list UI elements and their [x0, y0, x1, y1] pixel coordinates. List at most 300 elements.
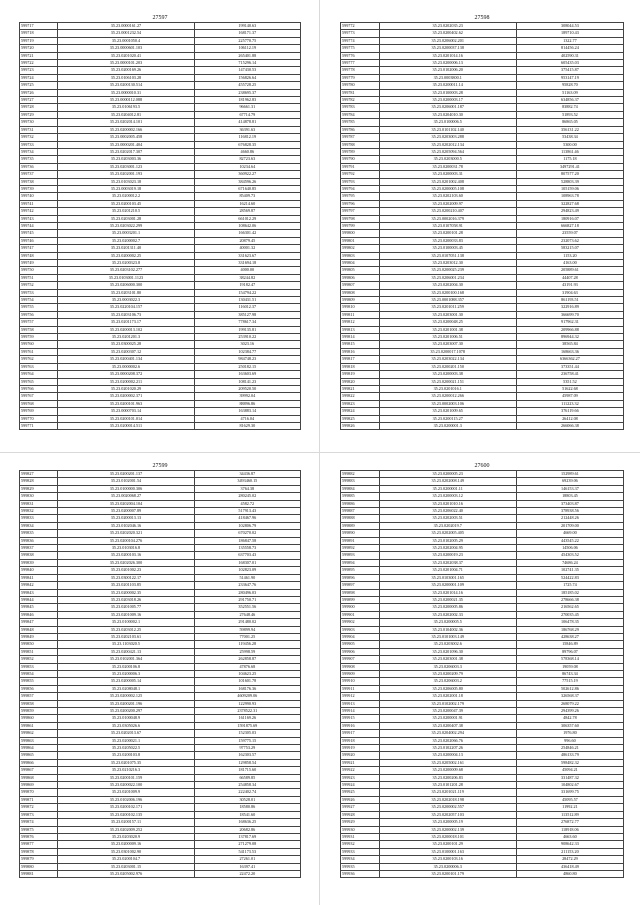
- row-number-cell: 599749: [20, 260, 58, 267]
- table-row: [20, 715, 301, 722]
- table-row: [341, 633, 624, 640]
- table-row: [20, 767, 301, 774]
- table-row: [20, 804, 301, 811]
- table-row: [20, 111, 301, 118]
- amount-cell: 59899.94: [194, 626, 300, 633]
- table-row: [20, 67, 301, 74]
- table-row: [20, 759, 301, 766]
- account-code-cell: 35.23.0201016.1: [379, 385, 516, 392]
- row-number-cell: 599785: [341, 119, 380, 126]
- account-code-cell: 35.23.0101003.149: [379, 633, 516, 640]
- table-row: [341, 856, 624, 863]
- row-number-cell: 599916: [341, 722, 380, 729]
- amount-cell: 39992.04: [194, 393, 300, 400]
- amount-cell: 276872.77: [516, 819, 623, 826]
- row-number-cell: 599826: [341, 422, 380, 429]
- account-code-cell: 35.23.0200323.8: [58, 260, 194, 267]
- table-row: [341, 789, 624, 796]
- row-number-cell: 599717: [20, 23, 58, 30]
- account-code-cell: 35.23.0203001.38: [379, 656, 516, 663]
- account-code-cell: 35.23.0200005.23: [379, 471, 516, 478]
- row-number-cell: 599841: [20, 574, 58, 581]
- amount-cell: 356131.22: [516, 126, 623, 133]
- row-number-cell: 599773: [341, 30, 380, 37]
- account-code-cell: 35.23.0202020.321: [58, 530, 194, 537]
- table-row: [20, 663, 301, 670]
- row-number-cell: 599884: [341, 485, 380, 492]
- row-number-cell: 599768: [20, 400, 58, 407]
- account-code-cell: 35.23.0201001.38: [379, 326, 516, 333]
- row-number-cell: 599879: [20, 856, 58, 863]
- account-code-cell: 35.23.0202035.23: [379, 23, 516, 30]
- row-number-cell: 599926: [341, 796, 380, 803]
- row-number-cell: 599922: [341, 767, 380, 774]
- row-number-cell: 599726: [20, 89, 58, 96]
- table-row: [20, 178, 301, 185]
- table-row: [341, 737, 624, 744]
- row-number-cell: 599755: [20, 304, 58, 311]
- row-number-cell: 599888: [341, 515, 380, 522]
- account-code-cell: 35.23.0201011.259: [379, 304, 516, 311]
- account-code-cell: 35.23.0203022.299: [58, 222, 194, 229]
- amount-cell: 5300.00: [516, 141, 623, 148]
- amount-cell: 528803.39: [516, 178, 623, 185]
- table-row: [20, 252, 301, 259]
- table-row: [341, 693, 624, 700]
- account-code-cell: 35.23.0000101.203: [58, 60, 194, 67]
- amount-cell: 163603.69: [194, 371, 300, 378]
- table-row: [341, 471, 624, 478]
- table-row: [341, 230, 624, 237]
- account-code-cell: 35.23.0203022.134: [379, 356, 516, 363]
- amount-cell: 51893.52: [516, 111, 623, 118]
- account-code-cell: 35.23.0301002.90: [58, 848, 194, 855]
- table-row: [20, 304, 301, 311]
- table-row: [341, 811, 624, 818]
- account-code-cell: 35.23.0202003.51: [379, 515, 516, 522]
- account-code-cell: 35.23.0200101.29: [379, 841, 516, 848]
- account-code-cell: 35.23.0200104.276: [58, 537, 194, 544]
- amount-cell: 896944.32: [516, 334, 623, 341]
- row-number-cell: 599843: [20, 589, 58, 596]
- table-row: [341, 215, 624, 222]
- amount-cell: 322827.68: [516, 200, 623, 207]
- account-code-cell: 35.23.0204012.81: [58, 111, 194, 118]
- account-code-cell: 35.23.0200307.12: [58, 348, 194, 355]
- table-row: [20, 319, 301, 326]
- row-number-cell: 599863: [20, 737, 58, 744]
- amount-cell: 212448.26: [516, 515, 623, 522]
- amount-cell: 22472.20: [194, 870, 300, 877]
- row-number-cell: 599840: [20, 567, 58, 574]
- amount-cell: 984748.23: [194, 356, 300, 363]
- amount-cell: 671640.85: [194, 185, 300, 192]
- amount-cell: 111223.32: [516, 400, 623, 407]
- row-number-cell: 599839: [20, 559, 58, 566]
- row-number-cell: 599736: [20, 163, 58, 170]
- account-code-cell: 35.23.0200022.100: [58, 782, 194, 789]
- row-number-cell: 599911: [341, 685, 380, 692]
- table-row: [341, 752, 624, 759]
- amount-cell: 106478.35: [516, 619, 623, 626]
- table-row: [341, 745, 624, 752]
- amount-cell: 1153.20: [516, 252, 623, 259]
- row-number-cell: 599871: [20, 796, 58, 803]
- account-code-cell: 35.23.0200002.139: [379, 826, 516, 833]
- table-row: [341, 385, 624, 392]
- account-code-cell: 35.23.0100000.306: [58, 485, 194, 492]
- amount-cell: 250182.15: [194, 363, 300, 370]
- account-code-cell: 35.23.0000601.103: [58, 45, 194, 52]
- amount-cell: 185185.02: [516, 589, 623, 596]
- table-row: [20, 260, 301, 267]
- amount-cell: 236758.41: [516, 371, 623, 378]
- table-row: [20, 856, 301, 863]
- row-number-cell: 599859: [20, 708, 58, 715]
- row-number-cell: 599921: [341, 759, 380, 766]
- row-number-cell: 599932: [341, 841, 380, 848]
- row-number-cell: 599800: [341, 230, 380, 237]
- table-row: [341, 60, 624, 67]
- amount-cell: 186768.29: [516, 626, 623, 633]
- row-number-cell: 599905: [341, 641, 380, 648]
- row-number-cell: 599846: [20, 611, 58, 618]
- row-number-cell: 599860: [20, 715, 58, 722]
- page-title: 27598: [474, 15, 490, 21]
- account-code-cell: 35.23.0100003.28: [379, 89, 516, 96]
- amount-cell: 238695.37: [194, 89, 300, 96]
- row-number-cell: 599817: [341, 356, 380, 363]
- table-row: [341, 52, 624, 59]
- amount-cell: 168307.01: [194, 559, 300, 566]
- table-row: [341, 74, 624, 81]
- row-number-cell: 599741: [20, 200, 58, 207]
- row-number-cell: 599900: [341, 604, 380, 611]
- table-row: [20, 415, 301, 422]
- amount-cell: 97753.29: [194, 745, 300, 752]
- account-code-cell: 35.23.0002003.106: [379, 400, 516, 407]
- row-number-cell: 599748: [20, 252, 58, 259]
- amount-cell: 96661.31: [194, 104, 300, 111]
- row-number-cell: 599920: [341, 752, 380, 759]
- row-number-cell: 599882: [341, 471, 380, 478]
- amount-cell: 598482.32: [516, 759, 623, 766]
- table-row: [20, 200, 301, 207]
- row-number-cell: 599740: [20, 193, 58, 200]
- account-code-cell: 35.23.0000002.6: [58, 363, 194, 370]
- row-number-cell: 599876: [20, 833, 58, 840]
- row-number-cell: 599810: [341, 304, 380, 311]
- table-row: [20, 841, 301, 848]
- account-code-cell: 35.23.0200005.108: [379, 185, 516, 192]
- table-row: [20, 289, 301, 296]
- table-row: [341, 863, 624, 870]
- account-code-cell: 35.23.0203106.73: [58, 311, 194, 318]
- ledger-page-27600: [340, 462, 624, 878]
- row-number-cell: 599753: [20, 289, 58, 296]
- amount-cell: 634856.37: [516, 97, 623, 104]
- page-title: 27600: [474, 463, 490, 469]
- table-row: [341, 289, 624, 296]
- account-code-cell: 35.23.0205022.5: [58, 745, 194, 752]
- table-row: [20, 515, 301, 522]
- row-number-cell: 599894: [341, 559, 380, 566]
- row-number-cell: 599754: [20, 297, 58, 304]
- row-number-cell: 599763: [20, 363, 58, 370]
- amount-cell: 265401.88: [194, 52, 300, 59]
- amount-cell: 418467.96: [194, 515, 300, 522]
- row-number-cell: 599825: [341, 415, 380, 422]
- amount-cell: 3497291.41: [516, 163, 623, 170]
- row-number-cell: 599870: [20, 789, 58, 796]
- table-row: [20, 567, 301, 574]
- table-row: [341, 97, 624, 104]
- row-number-cell: 599803: [341, 252, 380, 259]
- account-code-cell: 35.23.0200013.102: [58, 326, 194, 333]
- amount-cell: 95828.70: [516, 82, 623, 89]
- account-code-cell: 35.23.0102005.29: [379, 537, 516, 544]
- row-number-cell: 599907: [341, 656, 380, 663]
- table-row: [20, 574, 301, 581]
- account-code-cell: 35.23.0200009.16: [58, 841, 194, 848]
- row-number-cell: 599892: [341, 545, 380, 552]
- account-code-cell: 35.23.0104002.36: [379, 626, 516, 633]
- row-number-cell: 599720: [20, 45, 58, 52]
- account-code-cell: 35.23.0200210.407: [379, 208, 516, 215]
- amount-cell: 294823.49: [516, 208, 623, 215]
- account-code-cell: 35.23.0201201.3: [58, 334, 194, 341]
- amount-cell: 308044.53: [516, 23, 623, 30]
- row-number-cell: 599849: [20, 633, 58, 640]
- ledger-table: [19, 470, 301, 878]
- table-row: [341, 819, 624, 826]
- table-row: [20, 74, 301, 81]
- row-number-cell: 599842: [20, 582, 58, 589]
- row-number-cell: 599793: [341, 178, 380, 185]
- amount-cell: 366699.70: [516, 311, 623, 318]
- amount-cell: 51163.09: [516, 89, 623, 96]
- row-number-cell: 599756: [20, 311, 58, 318]
- account-code-cell: 35.23.0202009.97: [379, 200, 516, 207]
- amount-cell: 19182.47: [194, 282, 300, 289]
- amount-cell: 454303.52: [516, 552, 623, 559]
- table-row: [341, 23, 624, 30]
- account-code-cell: 35.23.0200021.1: [58, 737, 194, 744]
- table-row: [20, 752, 301, 759]
- table-row: [20, 163, 301, 170]
- row-number-cell: 599725: [20, 82, 58, 89]
- row-number-cell: 599721: [20, 52, 58, 59]
- table-row: [20, 604, 301, 611]
- amount-cell: 254858.34: [194, 782, 300, 789]
- amount-cell: 4163.00: [516, 260, 623, 267]
- account-code-cell: 35.23.0201173.17: [58, 319, 194, 326]
- table-row: [341, 596, 624, 603]
- table-row: [341, 67, 624, 74]
- account-code-cell: 35.23.0200001.109: [379, 582, 516, 589]
- row-number-cell: 599808: [341, 289, 380, 296]
- table-row: [341, 163, 624, 170]
- account-code-cell: 35.23.0200206.83: [379, 774, 516, 781]
- account-code-cell: 35.23.0305026.6: [58, 722, 194, 729]
- table-row: [341, 171, 624, 178]
- amount-cell: 28472.29: [516, 856, 623, 863]
- amount-cell: 14506.06: [516, 545, 623, 552]
- table-row: [341, 252, 624, 259]
- account-code-cell: 35.23.0200025.239: [379, 267, 516, 274]
- table-row: [341, 422, 624, 429]
- account-code-cell: 35.23.0101201.28: [379, 782, 516, 789]
- row-number-cell: 599919: [341, 745, 380, 752]
- account-code-cell: 35.23.0200101.963: [58, 400, 194, 407]
- account-code-cell: 35.23.0204010.30: [379, 111, 516, 118]
- account-code-cell: 35.23.0206000.300: [58, 282, 194, 289]
- table-row: [341, 670, 624, 677]
- amount-cell: 814456.24: [516, 45, 623, 52]
- table-row: [20, 371, 301, 378]
- table-row: [20, 693, 301, 700]
- row-number-cell: 599827: [20, 471, 58, 478]
- amount-cell: 53438.34: [516, 134, 623, 141]
- table-row: [341, 82, 624, 89]
- table-row: [20, 348, 301, 355]
- account-code-cell: 35.23.0201009.65: [379, 408, 516, 415]
- row-number-cell: 599730: [20, 119, 58, 126]
- row-number-cell: 599909: [341, 670, 380, 677]
- table-row: [20, 230, 301, 237]
- account-code-cell: 35.23.0201021.119: [379, 789, 516, 796]
- table-row: [20, 37, 301, 44]
- account-code-cell: 35.23.0201006.51: [379, 334, 516, 341]
- account-code-cell: 35.23.0203012.25: [58, 626, 194, 633]
- amount-cell: 113512.89: [516, 811, 623, 818]
- account-code-cell: 35.23.0204002.294: [379, 730, 516, 737]
- account-code-cell: 35.23.0202057.103: [379, 811, 516, 818]
- table-row: [20, 60, 301, 67]
- amount-cell: 360922.27: [194, 171, 300, 178]
- row-number-cell: 599759: [20, 334, 58, 341]
- table-row: [341, 567, 624, 574]
- amount-cell: 428638.27: [516, 633, 623, 640]
- row-number-cell: 599731: [20, 126, 58, 133]
- amount-cell: 88896.86: [194, 400, 300, 407]
- amount-cell: 266066.38: [516, 422, 623, 429]
- row-number-cell: 599887: [341, 508, 380, 515]
- row-number-cell: 599845: [20, 604, 58, 611]
- table-row: [20, 633, 301, 640]
- account-code-cell: 35.23.0200007.89: [58, 508, 194, 515]
- table-row: [20, 596, 301, 603]
- account-code-cell: 35.23.0201004.71: [379, 567, 516, 574]
- table-row: [20, 530, 301, 537]
- row-number-cell: 599729: [20, 111, 58, 118]
- account-code-cell: 35.23.0200104.7: [58, 856, 194, 863]
- table-row: [20, 23, 301, 30]
- table-row: [20, 471, 301, 478]
- row-number-cell: 599835: [20, 530, 58, 537]
- row-number-cell: 599873: [20, 811, 58, 818]
- amount-cell: 1591875.69: [194, 722, 300, 729]
- amount-cell: 83882.74: [516, 104, 623, 111]
- account-code-cell: 35.23.0200157.11: [58, 819, 194, 826]
- row-number-cell: 599739: [20, 185, 58, 192]
- row-number-cell: 599796: [341, 200, 380, 207]
- account-code-cell: 35.23.0202004.95: [379, 545, 516, 552]
- amount-cell: 77515.19: [516, 678, 623, 685]
- row-number-cell: 599899: [341, 596, 380, 603]
- account-code-cell: 35.23.0202009.252: [58, 826, 194, 833]
- account-code-cell: 35.23.0100048.9: [58, 715, 194, 722]
- amount-cell: 40001.32: [194, 245, 300, 252]
- row-number-cell: 599751: [20, 274, 58, 281]
- row-number-cell: 599834: [20, 522, 58, 529]
- row-number-cell: 599792: [341, 171, 380, 178]
- account-code-cell: 35.23.0102207.26: [379, 745, 516, 752]
- amount-cell: 436418.49: [516, 863, 623, 870]
- account-code-cell: 35.23.0200009.68: [379, 767, 516, 774]
- amount-cell: 502612.86: [516, 685, 623, 692]
- amount-cell: 280496.03: [194, 589, 300, 596]
- row-number-cell: 599776: [341, 52, 380, 59]
- amount-cell: 27648.46: [194, 611, 300, 618]
- table-row: [20, 811, 301, 818]
- account-code-cell: 35.23.0200011.14: [379, 82, 516, 89]
- table-row: [20, 215, 301, 222]
- table-row: [341, 356, 624, 363]
- account-code-cell: 35.23.0200201.150: [379, 363, 516, 370]
- amount-cell: 86865.05: [516, 119, 623, 126]
- amount-cell: 637703.43: [194, 552, 300, 559]
- amount-cell: 181962.83: [194, 97, 300, 104]
- table-row: [341, 841, 624, 848]
- table-row: [341, 796, 624, 803]
- table-row: [341, 545, 624, 552]
- row-number-cell: 599897: [341, 582, 380, 589]
- amount-cell: 186847.58: [194, 537, 300, 544]
- row-number-cell: 599718: [20, 30, 58, 37]
- amount-cell: 156826.64: [194, 74, 300, 81]
- table-row: [341, 45, 624, 52]
- table-row: [341, 245, 624, 252]
- row-number-cell: 599918: [341, 737, 380, 744]
- account-code-cell: 35.23.0200130.514: [58, 82, 194, 89]
- table-row: [341, 804, 624, 811]
- table-row: [341, 208, 624, 215]
- table-row: [341, 767, 624, 774]
- table-row: [341, 393, 624, 400]
- account-code-cell: 35.23.0201014.16: [379, 52, 516, 59]
- amount-cell: 715296.14: [194, 60, 300, 67]
- table-row: [341, 530, 624, 537]
- account-code-cell: 35.23.0200101.179: [379, 870, 516, 877]
- account-code-cell: 35.23.0200115.27: [379, 415, 516, 422]
- table-row: [341, 297, 624, 304]
- row-number-cell: 599775: [341, 45, 380, 52]
- table-row: [20, 45, 301, 52]
- amount-cell: 216562.65: [516, 604, 623, 611]
- amount-cell: 45987.09: [516, 393, 623, 400]
- amount-cell: 122990.93: [194, 700, 300, 707]
- table-row: [20, 774, 301, 781]
- row-number-cell: 599855: [20, 678, 58, 685]
- amount-cell: 676828.35: [194, 141, 300, 148]
- amount-cell: 146153.37: [516, 485, 623, 492]
- table-row: [20, 537, 301, 544]
- row-number-cell: 599912: [341, 693, 380, 700]
- row-number-cell: 599832: [20, 508, 58, 515]
- row-number-cell: 599898: [341, 589, 380, 596]
- row-number-cell: 599931: [341, 833, 380, 840]
